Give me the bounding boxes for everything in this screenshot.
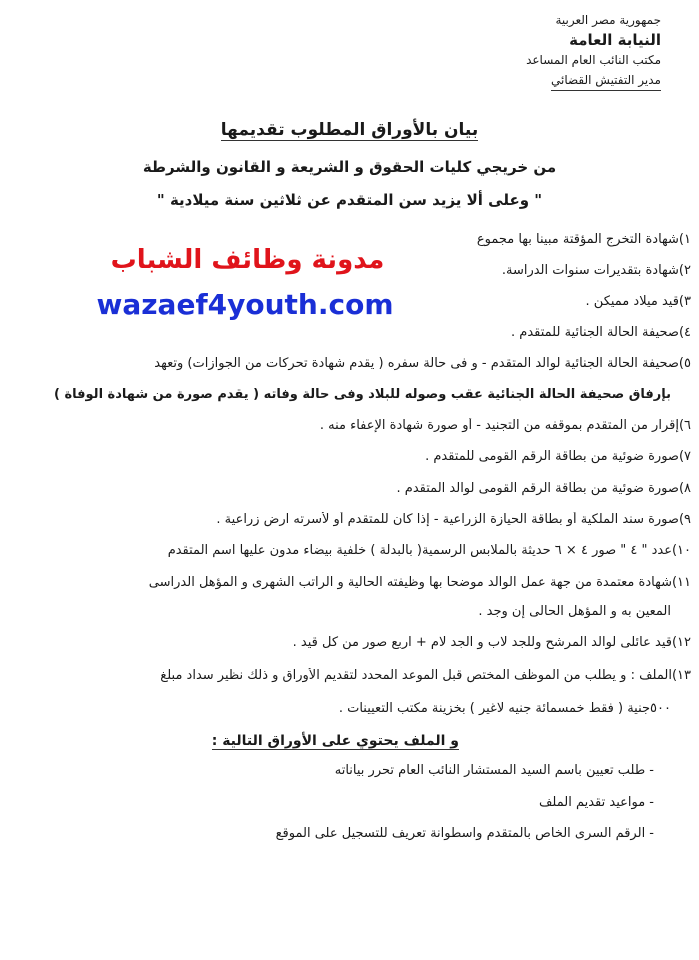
list-item: ٧)صورة ضوئية من بطاقة الرقم القومى للمتقدم .: [425, 449, 691, 464]
list-item: ٩)صورة سند الملكية أو بطاقة الحيازة الزراعية - إذا كان للمتقدم أو لأسرته ارض زراعية .: [216, 512, 691, 527]
bullet-item: - الرقم السرى الخاص بالمتقدم واسطوانة تعريف للتسجيل على الموقع: [275, 826, 654, 841]
list-item: ٦)إقرار من المتقدم بموقفه من التجنيد - أو صورة شهادة الإعفاء منه .: [319, 418, 691, 433]
list-item: ١٢)قيد عائلى لوالد المرشح وللجد لاب و الجد لام + اربع صور من كل قيد .: [292, 635, 691, 650]
list-item-continuation: المعين به و المؤهل الحالى إن وجد .: [478, 604, 671, 619]
letterhead: [481, 10, 661, 91]
list-item: ١٠)عدد " ٤ " صور ٤ × ٦ حديثة بالملابس الرسمية( بالبدلة ) خلفية بيضاء مدون عليها اسم المتقدم: [167, 543, 691, 558]
file-contents-heading: [212, 733, 459, 749]
list-item: ١١)شهادة معتمدة من جهة عمل الوالد موضحا بها وظيفته الحالية و الراتب الشهرى و المؤهل الدراسى: [148, 575, 691, 590]
list-item-continuation: ٥٠٠جنية ( فقط خمسمائة جنيه لاغير ) بخزينة مكتب التعيينات .: [338, 701, 671, 716]
age-condition: " وعلى ألا يزيد سن المتقدم عن ثلاثين سنة ميلادية ": [156, 191, 543, 209]
list-item-continuation: بإرفاق صحيفة الحالة الجنائية عقب وصوله للبلاد وفى حالة وفاته ( يقدم صورة من شهادة الوفاة ): [54, 387, 671, 402]
watermark-url[interactable]: wazaef4youth.com: [75, 288, 415, 322]
letterhead-office: مكتب النائب العام المساعد: [526, 53, 661, 67]
file-contents-heading-text: و الملف يحتوي على الأوراق التالية :: [211, 733, 459, 749]
watermark-blog-name: مدونة وظائف الشباب: [95, 245, 400, 275]
bullet-item: - مواعيد تقديم الملف: [538, 795, 654, 810]
list-item: ٢)شهادة بتقديرات سنوات الدراسة.: [501, 263, 691, 278]
document-subtitle: من خريجي كليات الحقوق و الشريعة و القانون والشرطة: [142, 158, 557, 176]
list-item: ١٣)الملف : و يطلب من الموظف المختص قبل الموعد المحدد لتقديم الأوراق و ذلك نظير سداد مبلغ: [160, 668, 691, 683]
list-item: ٨)صورة ضوئية من بطاقة الرقم القومى لوالد المتقدم .: [396, 481, 691, 496]
letterhead-country: جمهورية مصر العربية: [555, 13, 661, 27]
list-item: ٣)قيد ميلاد مميكن .: [585, 294, 691, 309]
document-title-text: بيان بالأوراق المطلوب تقديمها: [220, 120, 479, 140]
document-title: [0, 120, 699, 140]
list-item: ١)شهادة التخرج المؤقتة مبينا بها مجموع: [476, 232, 691, 247]
list-item: ٥)صحيفة الحالة الجنائية لوالد المتقدم - و فى حالة سفره ( يقدم شهادة تحركات من الجوازات) وتعهد: [154, 356, 691, 371]
letterhead-authority: النيابة العامة: [569, 31, 661, 49]
letterhead-department: مدير التفتيش القضائي: [551, 70, 661, 91]
bullet-item: - طلب تعيين باسم السيد المستشار النائب العام تحرر بياناته: [334, 763, 654, 778]
list-item: ٤)صحيفة الحالة الجنائية للمتقدم .: [511, 325, 691, 340]
